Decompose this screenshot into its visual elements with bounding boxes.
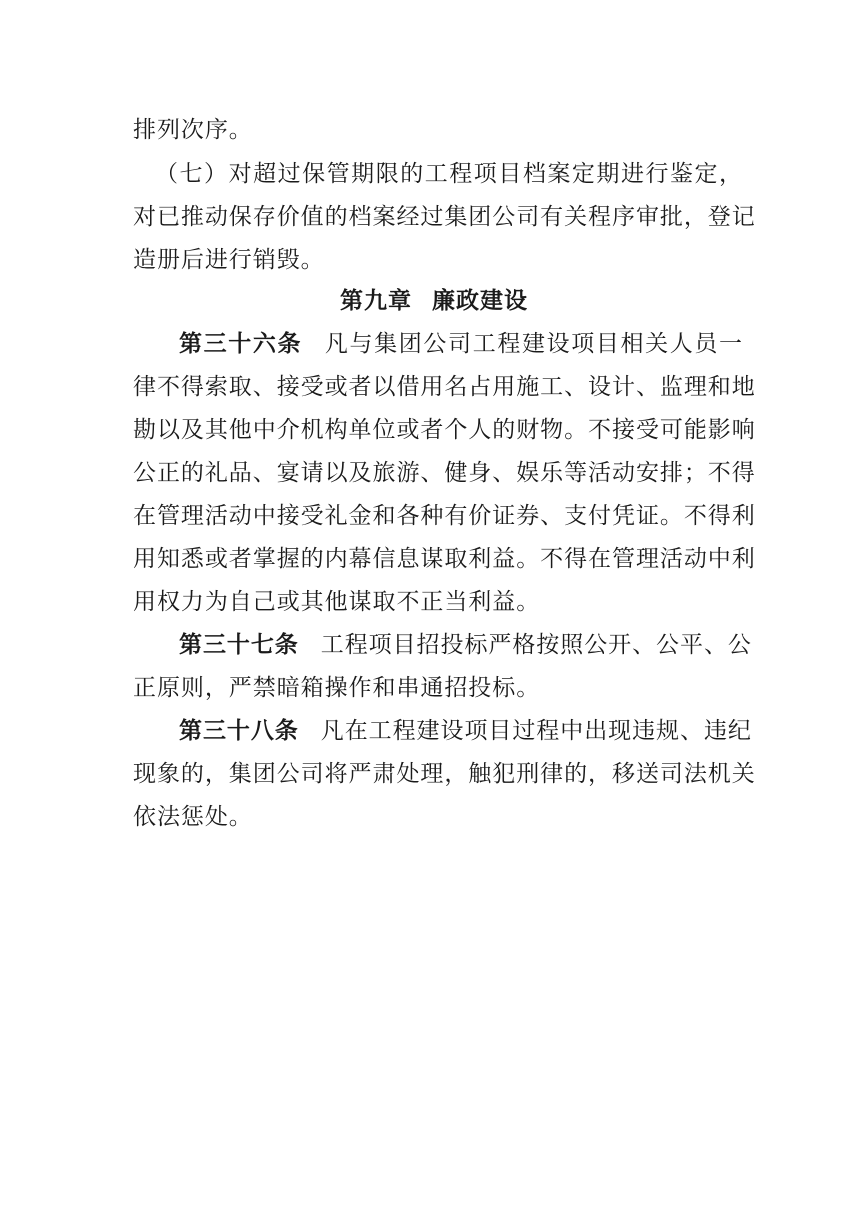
paragraph-line: 勘以及其他中介机构单位或者个人的财物。不接受可能影响 (133, 417, 756, 443)
paragraph-line: 用权力为自己或其他谋取不正当利益。 (133, 589, 541, 615)
paragraph-line: 排列次序。 (133, 117, 253, 143)
article-first-line (179, 707, 752, 755)
article-text: 工程项目招投标严格按照公开、公平、公 (320, 632, 752, 658)
paragraph-line: 造册后进行销毁。 (133, 247, 325, 273)
article-first-line (179, 320, 743, 368)
paragraph-line: 现象的，集团公司将严肃处理，触犯刑律的，移送司法机关 (133, 761, 756, 787)
article-label: 第三十八条 (179, 718, 299, 744)
paragraph-line: 正原则，严禁暗箱操作和串通招投标。 (133, 675, 541, 701)
paragraph-line: （七）对超过保管期限的工程项目档案定期进行鉴定， (155, 161, 743, 187)
article-label: 第三十六条 (179, 331, 303, 357)
paragraph-line: 用知悉或者掌握的内幕信息谋取利益。不得在管理活动中利 (133, 546, 756, 572)
article-text: 凡与集团公司工程建设项目相关人员一 (324, 331, 744, 357)
paragraph-line: 在管理活动中接受礼金和各种有价证券、支付凭证。不得利 (133, 503, 756, 529)
paragraph-line: 律不得索取、接受或者以借用名占用施工、设计、监理和地 (133, 374, 756, 400)
article-first-line (179, 621, 752, 669)
paragraph-line: 公正的礼品、宴请以及旅游、健身、娱乐等活动安排；不得 (133, 460, 756, 486)
paragraph-line: 依法惩处。 (133, 804, 253, 830)
chapter-heading (0, 277, 868, 325)
chapter-title: 廉政建设 (432, 288, 528, 314)
chapter-number: 第九章 (340, 288, 412, 314)
article-text: 凡在工程建设项目过程中出现违规、违纪 (320, 718, 752, 744)
article-label: 第三十七条 (179, 632, 299, 658)
paragraph-line: 对已推动保存价值的档案经过集团公司有关程序审批，登记 (133, 204, 756, 230)
